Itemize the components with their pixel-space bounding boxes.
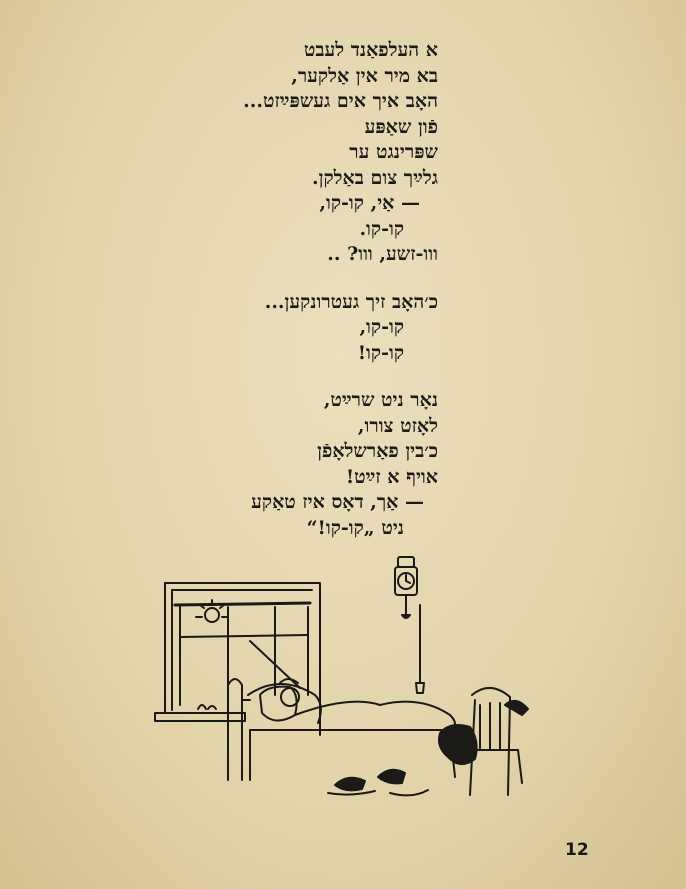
- poem-line: ניט „קו-קו!“: [306, 516, 404, 539]
- stanza-gap: [138, 366, 438, 388]
- page-number: 12: [565, 840, 589, 860]
- poem-line: כ׳האָב זיך געטרונקען...: [264, 290, 438, 313]
- bedroom-illustration: [150, 545, 540, 810]
- poem-line: קו-קו!: [357, 341, 404, 364]
- poem-line: — אַך, דאָס איז טאַקע: [251, 491, 424, 513]
- poem-line: נאָר ניט שרײַט,: [323, 389, 438, 411]
- poem-line: כ׳בין פאַרשלאָפֿן: [317, 440, 438, 462]
- poem-line: — אַי, קו-קו,: [319, 192, 420, 214]
- poem-line: גלײַך צום באַלקן.: [312, 166, 438, 189]
- poem-line: ווו-זשע, ווו? ..: [327, 243, 438, 265]
- poem-text: [138, 38, 438, 541]
- poem-line: פֿון שאַפּע: [364, 115, 438, 138]
- poem-line: אויף א זײַט!: [345, 465, 438, 488]
- poem-line: לאָזט צורו,: [357, 414, 438, 437]
- poem-line: קו-קו,: [359, 316, 404, 338]
- poem-line: האָב איך אים געשפּײַזט...: [243, 90, 438, 112]
- stanza-gap: [138, 268, 438, 290]
- poem-line: שפּרינגט ער: [349, 141, 438, 163]
- poem-line: בא מיר אין אַלקער,: [291, 64, 438, 87]
- poem-line: א העלפאַנד לעבט: [303, 39, 438, 61]
- poem-line: קו-קו.: [359, 217, 404, 240]
